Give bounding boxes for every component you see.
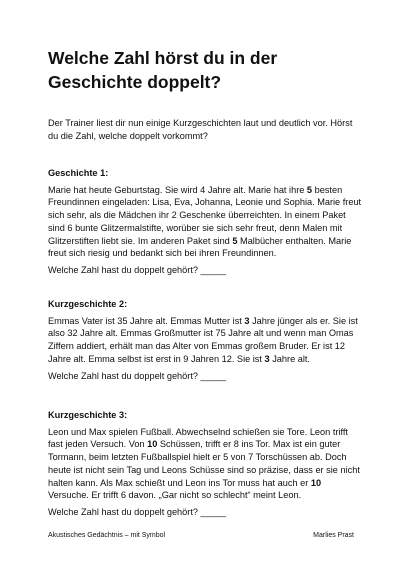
story-text: Marie hat heute Geburtstag. Sie wird 4 Jahre alt. Marie hat ihre 5 besten Freundinnen eingeladen: Lisa, Eva, Johanna, Leonie und Sophia. Marie freut sich sehr, als die Mädchen ihr 2 Geschenke überreichten. In einem Paket sind 6 bunte Glitzermalstifte, worüber sie sich sehr freut, denn Malen mit Glitzerstiften liebt sie. Im anderen Paket sind 5 Malbücher enthalten. Marie freut sich riesig und bedankt sich bei ihren Freundinnen.	[48, 184, 362, 259]
highlighted-number: 10	[147, 439, 158, 450]
story-question: Welche Zahl hast du doppelt gehört? _____	[48, 507, 227, 518]
story-text: Leon und Max spielen Fußball. Abwechselnd schießen sie Tore. Leon trifft fast jeden Versuch. Von 10 Schüssen, trifft er 8 ins Tor. Max ist ein guter Tormann, beim letzten Fußballspiel hielt er 5 von 7 Torschüssen ab. Doch heute ist nicht sein Tag und Leons Schüsse sind so präzise, dass er sie nicht halten kann. Als Max schießt und Leon ins Tor muss hat auch er 10 Versuche. Er trifft 6 davon. „Gar nicht so schlecht“ meint Leon.	[48, 426, 360, 501]
story-1	[48, 167, 363, 277]
story-text: Emmas Vater ist 35 Jahre alt. Emmas Mutter ist 3 Jahre jünger als er. Sie ist also 32 Jahre alt. Emmas Großmutter ist 75 Jahre alt und wenn man Omas Ziffern addiert, erhält man das Alter von Emmas großem Bruder. Er ist 12 Jahre alt. Emma selbst ist erst in 9 Jahren 12. Sie ist 3 Jahre alt.	[48, 315, 358, 364]
story-3	[48, 409, 363, 519]
story-heading: Kurzgeschichte 2:	[48, 299, 128, 309]
story-heading: Kurzgeschichte 3:	[48, 410, 128, 420]
page-footer	[48, 531, 354, 540]
story-heading: Geschichte 1:	[48, 168, 109, 178]
highlighted-number: 3	[264, 353, 270, 364]
footer-right: Marlies Prast	[313, 532, 354, 539]
highlighted-number: 10	[310, 477, 322, 488]
footer-left: Akustisches Gedächtnis – mit Symbol	[48, 532, 166, 539]
highlighted-number: 3	[244, 315, 250, 326]
highlighted-number: 5	[306, 184, 313, 195]
page-title: Welche Zahl hörst du in der Geschichte doppelt?	[48, 48, 278, 92]
intro-text: Der Trainer liest dir nun einige Kurzgeschichten laut und deutlich vor. Hörst du die Zahl, welche doppelt vorkommt?	[48, 118, 353, 141]
story-question: Welche Zahl hast du doppelt gehört? _____	[48, 265, 227, 276]
highlighted-number: 5	[232, 235, 238, 246]
story-2	[48, 298, 363, 382]
story-question: Welche Zahl hast du doppelt gehört? _____	[48, 370, 227, 381]
